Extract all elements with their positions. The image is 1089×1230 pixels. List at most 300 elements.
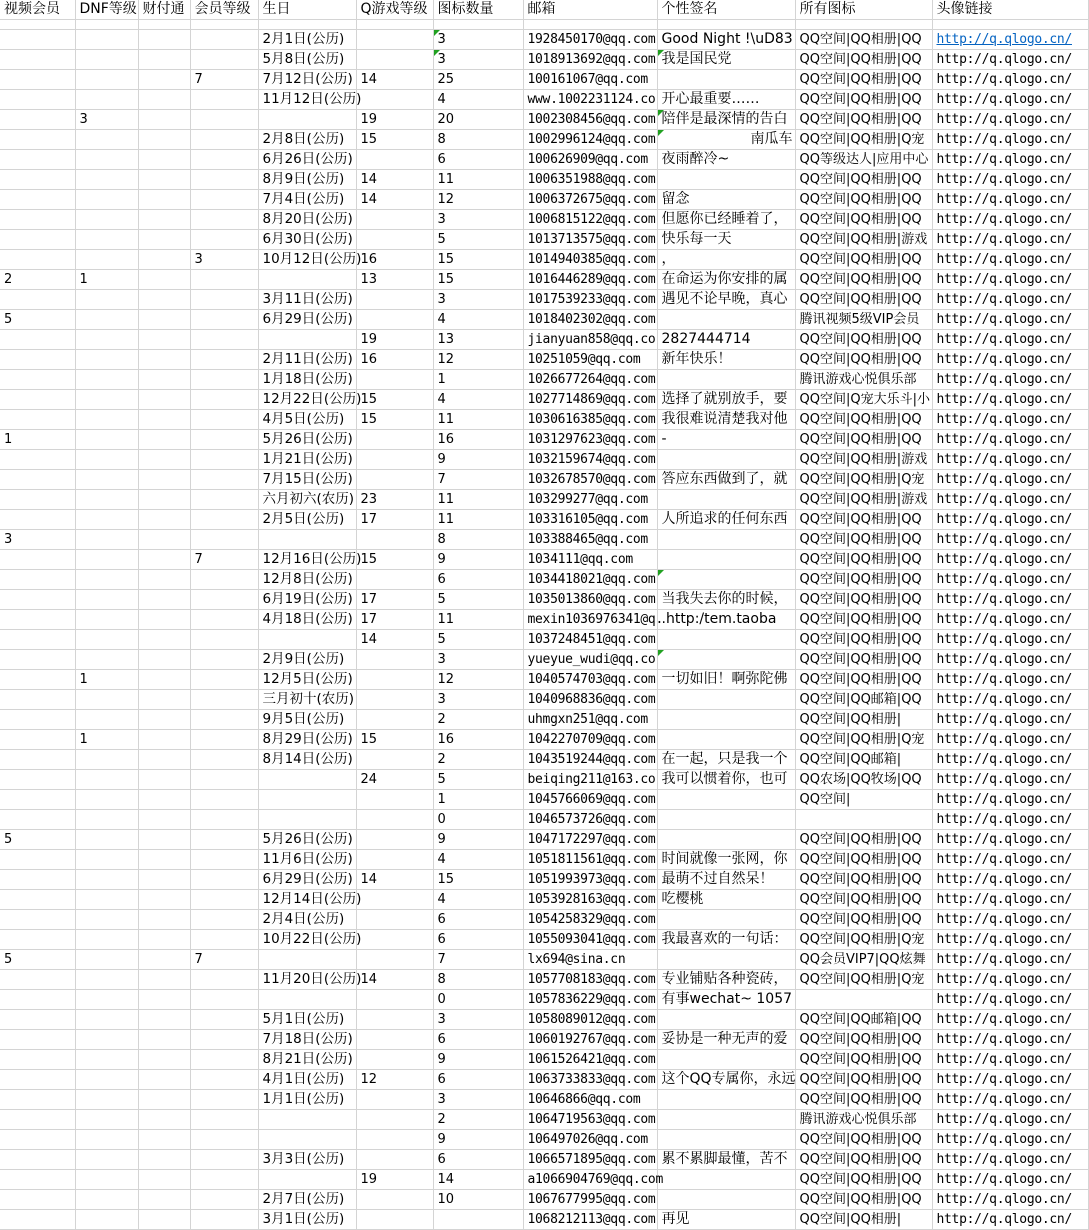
cell-member_level[interactable] [190,690,258,710]
cell-email[interactable]: 1054258329@qq.com [523,910,657,930]
cell-video_vip[interactable]: 5 [0,310,75,330]
cell-dnf_level[interactable] [75,710,138,730]
cell-all_icons[interactable]: QQ空间|QQ相册|Q宠 [795,970,932,990]
cell-avatar_link[interactable]: http://q.qlogo.cn/ [932,1150,1088,1170]
cell-signature[interactable]: 人所追求的任何东西 [657,510,795,530]
cell-member_level[interactable] [190,870,258,890]
cell-member_level[interactable] [190,710,258,730]
cell-member_level[interactable] [190,1130,258,1150]
cell-signature[interactable]: 南瓜车 [657,130,795,150]
cell-signature[interactable]: 答应东西做到了，就 [657,470,795,490]
cell-avatar_link[interactable]: http://q.qlogo.cn/ [932,890,1088,910]
cell-birthday[interactable]: 5月8日(公历) [258,50,356,70]
cell-qgame_level[interactable]: 16 [356,350,433,370]
cell-qgame_level[interactable] [356,1030,433,1050]
cell-all_icons[interactable]: QQ空间| [795,790,932,810]
cell-icon_count[interactable]: 6 [433,1070,523,1090]
cell-signature[interactable]: Good Night !\uD83 [657,30,795,50]
cell-dnf_level[interactable] [75,750,138,770]
cell-icon_count[interactable]: 1 [433,370,523,390]
cell-all_icons[interactable]: QQ空间|QQ相册|QQ [795,630,932,650]
cell-icon_count[interactable]: 5 [433,230,523,250]
cell-icon_count[interactable]: 15 [433,250,523,270]
cell-icon_count[interactable]: 9 [433,830,523,850]
cell-signature[interactable]: 在命运为你安排的属 [657,270,795,290]
cell-dnf_level[interactable] [75,190,138,210]
cell-video_vip[interactable] [0,350,75,370]
cell-member_level[interactable] [190,990,258,1010]
cell-dnf_level[interactable] [75,390,138,410]
cell-signature[interactable] [657,1050,795,1070]
cell-member_level[interactable] [190,410,258,430]
cell-video_vip[interactable]: 2 [0,270,75,290]
cell-all_icons[interactable]: QQ空间|QQ相册|QQ [795,910,932,930]
cell-video_vip[interactable] [0,210,75,230]
cell-email[interactable]: 1063733833@qq.com [523,1070,657,1090]
cell-qgame_level[interactable] [356,290,433,310]
cell-avatar_link[interactable]: http://q.qlogo.cn/ [932,490,1088,510]
cell-all_icons[interactable]: 腾讯视频5级VIP会员 [795,310,932,330]
cell-member_level[interactable] [190,50,258,70]
cell-avatar_link[interactable]: http://q.qlogo.cn/ [932,70,1088,90]
cell-icon_count[interactable]: 8 [433,130,523,150]
cell-all_icons[interactable]: QQ空间|QQ相册|游戏 [795,230,932,250]
cell-member_level[interactable] [190,790,258,810]
cell-qgame_level[interactable] [356,1190,433,1210]
cell-member_level[interactable] [190,650,258,670]
cell-email[interactable]: 1051811561@qq.com [523,850,657,870]
cell-member_level[interactable] [190,290,258,310]
cell-video_vip[interactable] [0,690,75,710]
cell-qgame_level[interactable] [356,690,433,710]
cell-email[interactable]: 1040574703@qq.com [523,670,657,690]
cell-icon_count[interactable] [433,1210,523,1230]
cell-icon_count[interactable]: 3 [433,690,523,710]
cell-signature[interactable]: 有事wechat~ 1057 [657,990,795,1010]
cell-avatar_link[interactable]: http://q.qlogo.cn/ [932,210,1088,230]
cell-signature[interactable] [657,910,795,930]
cell-email[interactable]: 103316105@qq.com [523,510,657,530]
cell-icon_count[interactable]: 4 [433,90,523,110]
cell-avatar_link[interactable]: http://q.qlogo.cn/ [932,990,1088,1010]
cell-member_level[interactable] [190,530,258,550]
cell-all_icons[interactable]: QQ空间|QQ相册|Q宠 [795,130,932,150]
cell-all_icons[interactable]: QQ空间|QQ相册|QQ [795,410,932,430]
cell-avatar_link[interactable]: http://q.qlogo.cn/ [932,690,1088,710]
cell-all_icons[interactable]: QQ会员VIP7|QQ炫舞 [795,950,932,970]
cell-all_icons[interactable]: QQ空间|QQ相册|QQ [795,350,932,370]
cell-avatar_link[interactable]: http://q.qlogo.cn/ [932,770,1088,790]
cell-qgame_level[interactable] [356,810,433,830]
cell-qgame_level[interactable] [356,450,433,470]
cell-video_vip[interactable] [0,470,75,490]
cell-avatar_link[interactable]: http://q.qlogo.cn/ [932,310,1088,330]
cell-icon_count[interactable]: 3 [433,50,523,70]
cell-video_vip[interactable] [0,1210,75,1230]
cell-dnf_level[interactable] [75,630,138,650]
cell-all_icons[interactable]: QQ空间|QQ相册|Q宠 [795,730,932,750]
cell-icon_count[interactable]: 11 [433,490,523,510]
cell-signature[interactable] [657,950,795,970]
cell-icon_count[interactable]: 6 [433,930,523,950]
cell-avatar_link[interactable]: http://q.qlogo.cn/ [932,370,1088,390]
cell-video_vip[interactable] [0,810,75,830]
cell-birthday[interactable]: 4月5日(公历) [258,410,356,430]
partial-cell[interactable] [138,20,190,30]
cell-dnf_level[interactable] [75,90,138,110]
cell-member_level[interactable] [190,1050,258,1070]
cell-all_icons[interactable]: QQ空间|QQ相册|QQ [795,1170,932,1190]
cell-signature[interactable]: 最萌不过自然呆！ [657,870,795,890]
cell-avatar_link[interactable]: http://q.qlogo.cn/ [932,1050,1088,1070]
cell-birthday[interactable] [258,950,356,970]
cell-birthday[interactable]: 1月18日(公历) [258,370,356,390]
cell-icon_count[interactable]: 6 [433,150,523,170]
cell-email[interactable]: 1037248451@qq.com [523,630,657,650]
cell-birthday[interactable]: 11月20日(公历) [258,970,356,990]
cell-icon_count[interactable]: 8 [433,530,523,550]
cell-tenpay[interactable] [138,790,190,810]
cell-email[interactable]: 1045766069@qq.com [523,790,657,810]
cell-member_level[interactable] [190,510,258,530]
cell-email[interactable]: 100626909@qq.com [523,150,657,170]
cell-tenpay[interactable] [138,770,190,790]
cell-qgame_level[interactable] [356,650,433,670]
cell-all_icons[interactable]: QQ空间|QQ相册|Q宠 [795,470,932,490]
header-birthday[interactable]: 生日 [258,0,356,20]
cell-birthday[interactable]: 8月14日(公历) [258,750,356,770]
cell-qgame_level[interactable] [356,670,433,690]
cell-all_icons[interactable]: QQ空间|QQ相册|QQ [795,570,932,590]
cell-video_vip[interactable] [0,150,75,170]
cell-email[interactable]: 1034111@qq.com [523,550,657,570]
cell-avatar_link[interactable]: http://q.qlogo.cn/ [932,810,1088,830]
cell-video_vip[interactable] [0,710,75,730]
cell-tenpay[interactable] [138,870,190,890]
cell-member_level[interactable] [190,190,258,210]
cell-tenpay[interactable] [138,1190,190,1210]
partial-cell[interactable] [523,20,657,30]
cell-dnf_level[interactable] [75,870,138,890]
cell-icon_count[interactable]: 13 [433,330,523,350]
cell-tenpay[interactable] [138,970,190,990]
cell-tenpay[interactable] [138,230,190,250]
cell-icon_count[interactable]: 2 [433,1110,523,1130]
cell-email[interactable]: 1040968836@qq.com [523,690,657,710]
cell-qgame_level[interactable] [356,1150,433,1170]
cell-icon_count[interactable]: 5 [433,630,523,650]
cell-member_level[interactable] [190,450,258,470]
cell-video_vip[interactable] [0,770,75,790]
cell-tenpay[interactable] [138,210,190,230]
cell-tenpay[interactable] [138,890,190,910]
cell-birthday[interactable]: 12月8日(公历) [258,570,356,590]
cell-qgame_level[interactable]: 16 [356,250,433,270]
cell-qgame_level[interactable]: 15 [356,550,433,570]
cell-qgame_level[interactable] [356,430,433,450]
cell-qgame_level[interactable] [356,1010,433,1030]
cell-tenpay[interactable] [138,390,190,410]
cell-email[interactable]: 1032159674@qq.com [523,450,657,470]
cell-all_icons[interactable]: QQ空间|QQ相册|QQ [795,550,932,570]
cell-dnf_level[interactable] [75,350,138,370]
cell-birthday[interactable] [258,270,356,290]
cell-all_icons[interactable]: 腾讯游戏心悦俱乐部 [795,1110,932,1130]
cell-dnf_level[interactable] [75,790,138,810]
cell-birthday[interactable]: 9月5日(公历) [258,710,356,730]
cell-birthday[interactable]: 6月19日(公历) [258,590,356,610]
cell-dnf_level[interactable] [75,330,138,350]
partial-cell[interactable] [657,20,795,30]
cell-avatar_link[interactable]: http://q.qlogo.cn/ [932,130,1088,150]
cell-email[interactable]: 1002308456@qq.com [523,110,657,130]
cell-signature[interactable] [657,530,795,550]
cell-birthday[interactable]: 11月6日(公历) [258,850,356,870]
cell-birthday[interactable]: 2月4日(公历) [258,910,356,930]
cell-dnf_level[interactable] [75,450,138,470]
cell-dnf_level[interactable] [75,830,138,850]
cell-tenpay[interactable] [138,550,190,570]
cell-birthday[interactable]: 2月1日(公历) [258,30,356,50]
cell-icon_count[interactable]: 5 [433,770,523,790]
cell-signature[interactable] [657,810,795,830]
cell-signature[interactable] [657,790,795,810]
cell-qgame_level[interactable]: 17 [356,590,433,610]
cell-avatar_link[interactable]: http://q.qlogo.cn/ [932,270,1088,290]
cell-avatar_link[interactable]: http://q.qlogo.cn/ [932,610,1088,630]
cell-tenpay[interactable] [138,510,190,530]
cell-birthday[interactable]: 4月1日(公历) [258,1070,356,1090]
cell-member_level[interactable] [190,130,258,150]
cell-birthday[interactable]: 5月1日(公历) [258,1010,356,1030]
cell-icon_count[interactable]: 11 [433,510,523,530]
cell-signature[interactable] [657,710,795,730]
cell-tenpay[interactable] [138,270,190,290]
cell-tenpay[interactable] [138,670,190,690]
cell-icon_count[interactable]: 2 [433,750,523,770]
partial-cell[interactable] [0,20,75,30]
cell-avatar_link[interactable]: http://q.qlogo.cn/ [932,530,1088,550]
cell-qgame_level[interactable] [356,830,433,850]
cell-dnf_level[interactable] [75,1130,138,1150]
cell-email[interactable]: 103388465@qq.com [523,530,657,550]
cell-birthday[interactable]: 3月1日(公历) [258,1210,356,1230]
cell-email[interactable]: 1042270709@qq.com [523,730,657,750]
cell-all_icons[interactable]: QQ空间|QQ相册|QQ [795,610,932,630]
cell-signature[interactable] [657,570,795,590]
cell-avatar_link[interactable]: http://q.qlogo.cn/ [932,590,1088,610]
cell-tenpay[interactable] [138,1070,190,1090]
cell-icon_count[interactable]: 11 [433,170,523,190]
cell-tenpay[interactable] [138,1050,190,1070]
cell-email[interactable]: 1035013860@qq.com [523,590,657,610]
cell-dnf_level[interactable] [75,930,138,950]
cell-qgame_level[interactable] [356,1130,433,1150]
cell-all_icons[interactable]: 腾讯游戏心悦俱乐部 [795,370,932,390]
cell-all_icons[interactable]: QQ空间|QQ邮箱|QQ [795,1010,932,1030]
cell-email[interactable]: 10646866@qq.com [523,1090,657,1110]
cell-video_vip[interactable] [0,1030,75,1050]
cell-icon_count[interactable]: 1 [433,790,523,810]
cell-signature[interactable]: 选择了就别放手，要 [657,390,795,410]
cell-member_level[interactable] [190,770,258,790]
cell-signature[interactable]: .http:/tem.taoba [657,610,795,630]
cell-icon_count[interactable]: 5 [433,590,523,610]
cell-qgame_level[interactable]: 17 [356,510,433,530]
cell-email[interactable]: uhmgxn251@qq.com [523,710,657,730]
cell-email[interactable]: yueyue_wudi@qq.co [523,650,657,670]
cell-member_level[interactable] [190,610,258,630]
cell-dnf_level[interactable]: 1 [75,730,138,750]
cell-member_level[interactable] [190,430,258,450]
cell-email[interactable]: 1061526421@qq.com [523,1050,657,1070]
cell-avatar_link[interactable]: http://q.qlogo.cn/ [932,1090,1088,1110]
cell-video_vip[interactable] [0,890,75,910]
cell-video_vip[interactable] [0,1090,75,1110]
cell-dnf_level[interactable] [75,570,138,590]
cell-qgame_level[interactable] [356,50,433,70]
cell-avatar_link[interactable]: http://q.qlogo.cn/ [932,790,1088,810]
cell-tenpay[interactable] [138,350,190,370]
cell-all_icons[interactable]: QQ空间|QQ相册|QQ [795,250,932,270]
cell-tenpay[interactable] [138,170,190,190]
cell-birthday[interactable]: 3月3日(公历) [258,1150,356,1170]
cell-tenpay[interactable] [138,50,190,70]
cell-avatar_link[interactable]: http://q.qlogo.cn/ [932,830,1088,850]
cell-avatar_link[interactable]: http://q.qlogo.cn/ [932,410,1088,430]
cell-signature[interactable]: 吃樱桃 [657,890,795,910]
cell-icon_count[interactable]: 4 [433,390,523,410]
cell-member_level[interactable] [190,30,258,50]
cell-dnf_level[interactable] [75,690,138,710]
cell-birthday[interactable] [258,790,356,810]
cell-video_vip[interactable]: 3 [0,530,75,550]
cell-dnf_level[interactable]: 1 [75,270,138,290]
cell-avatar_link[interactable]: http://q.qlogo.cn/ [932,190,1088,210]
cell-icon_count[interactable]: 9 [433,1130,523,1150]
cell-tenpay[interactable] [138,310,190,330]
cell-avatar_link[interactable]: http://q.qlogo.cn/ [932,1010,1088,1030]
cell-signature[interactable] [657,70,795,90]
cell-email[interactable]: 1017539233@qq.com [523,290,657,310]
cell-dnf_level[interactable] [75,170,138,190]
cell-member_level[interactable] [190,390,258,410]
cell-tenpay[interactable] [138,630,190,650]
cell-tenpay[interactable] [138,330,190,350]
cell-tenpay[interactable] [138,90,190,110]
cell-email[interactable]: 1014940385@qq.com [523,250,657,270]
cell-avatar_link[interactable]: http://q.qlogo.cn/ [932,930,1088,950]
cell-member_level[interactable] [190,850,258,870]
cell-dnf_level[interactable] [75,50,138,70]
cell-email[interactable]: 1058089012@qq.com [523,1010,657,1030]
cell-birthday[interactable]: 6月30日(公历) [258,230,356,250]
cell-qgame_level[interactable] [356,230,433,250]
cell-icon_count[interactable]: 6 [433,1030,523,1050]
cell-member_level[interactable] [190,310,258,330]
cell-birthday[interactable] [258,1170,356,1190]
cell-signature[interactable]: 我很难说清楚我对他 [657,410,795,430]
cell-tenpay[interactable] [138,590,190,610]
cell-all_icons[interactable]: QQ空间|QQ相册| [795,1210,932,1230]
cell-birthday[interactable]: 三月初十(农历) [258,690,356,710]
cell-signature[interactable] [657,1110,795,1130]
cell-avatar_link[interactable]: http://q.qlogo.cn/ [932,630,1088,650]
cell-member_level[interactable] [190,830,258,850]
cell-dnf_level[interactable] [75,30,138,50]
cell-all_icons[interactable]: QQ空间|QQ相册|QQ [795,510,932,530]
cell-all_icons[interactable]: QQ空间|QQ相册|QQ [795,330,932,350]
cell-dnf_level[interactable] [75,970,138,990]
cell-email[interactable]: 100161067@qq.com [523,70,657,90]
cell-member_level[interactable] [190,170,258,190]
partial-cell[interactable] [75,20,138,30]
cell-member_level[interactable]: 7 [190,950,258,970]
cell-email[interactable]: 1013713575@qq.com [523,230,657,250]
cell-video_vip[interactable] [0,970,75,990]
cell-all_icons[interactable]: QQ空间|QQ相册|QQ [795,30,932,50]
cell-tenpay[interactable] [138,470,190,490]
cell-video_vip[interactable] [0,70,75,90]
cell-signature[interactable] [657,1090,795,1110]
cell-birthday[interactable] [258,530,356,550]
cell-qgame_level[interactable] [356,1210,433,1230]
cell-icon_count[interactable]: 0 [433,990,523,1010]
cell-signature[interactable]: 但愿你已经睡着了， [657,210,795,230]
cell-birthday[interactable] [258,990,356,1010]
cell-tenpay[interactable] [138,730,190,750]
cell-all_icons[interactable]: QQ空间|QQ相册|QQ [795,870,932,890]
cell-tenpay[interactable] [138,710,190,730]
cell-signature[interactable]: 夜雨醉冷~ [657,150,795,170]
cell-tenpay[interactable] [138,1030,190,1050]
cell-qgame_level[interactable] [356,910,433,930]
cell-signature[interactable] [657,550,795,570]
cell-email[interactable]: www.1002231124.co [523,90,657,110]
cell-birthday[interactable] [258,810,356,830]
cell-icon_count[interactable]: 11 [433,610,523,630]
cell-video_vip[interactable] [0,30,75,50]
cell-tenpay[interactable] [138,1150,190,1170]
cell-email[interactable]: 1060192767@qq.com [523,1030,657,1050]
cell-icon_count[interactable]: 15 [433,870,523,890]
cell-video_vip[interactable] [0,1190,75,1210]
cell-email[interactable]: 103299277@qq.com [523,490,657,510]
cell-all_icons[interactable]: QQ空间|QQ相册|QQ [795,1090,932,1110]
cell-dnf_level[interactable] [75,1050,138,1070]
cell-avatar_link[interactable]: http://q.qlogo.cn/ [932,450,1088,470]
cell-video_vip[interactable]: 1 [0,430,75,450]
cell-member_level[interactable] [190,490,258,510]
header-member_level[interactable]: 会员等级 [190,0,258,20]
cell-avatar_link[interactable]: http://q.qlogo.cn/ [932,1070,1088,1090]
cell-birthday[interactable]: 5月26日(公历) [258,430,356,450]
cell-qgame_level[interactable]: 14 [356,870,433,890]
cell-all_icons[interactable]: QQ空间|QQ相册|QQ [795,530,932,550]
cell-all_icons[interactable]: QQ空间|QQ相册|QQ [795,1030,932,1050]
cell-qgame_level[interactable] [356,1110,433,1130]
cell-birthday[interactable]: 7月12日(公历) [258,70,356,90]
cell-birthday[interactable]: 8月29日(公历) [258,730,356,750]
cell-dnf_level[interactable] [75,1030,138,1050]
cell-tenpay[interactable] [138,250,190,270]
cell-video_vip[interactable] [0,850,75,870]
cell-birthday[interactable] [258,770,356,790]
cell-dnf_level[interactable] [75,150,138,170]
cell-icon_count[interactable]: 15 [433,270,523,290]
cell-avatar_link[interactable]: http://q.qlogo.cn/ [932,390,1088,410]
cell-dnf_level[interactable] [75,530,138,550]
